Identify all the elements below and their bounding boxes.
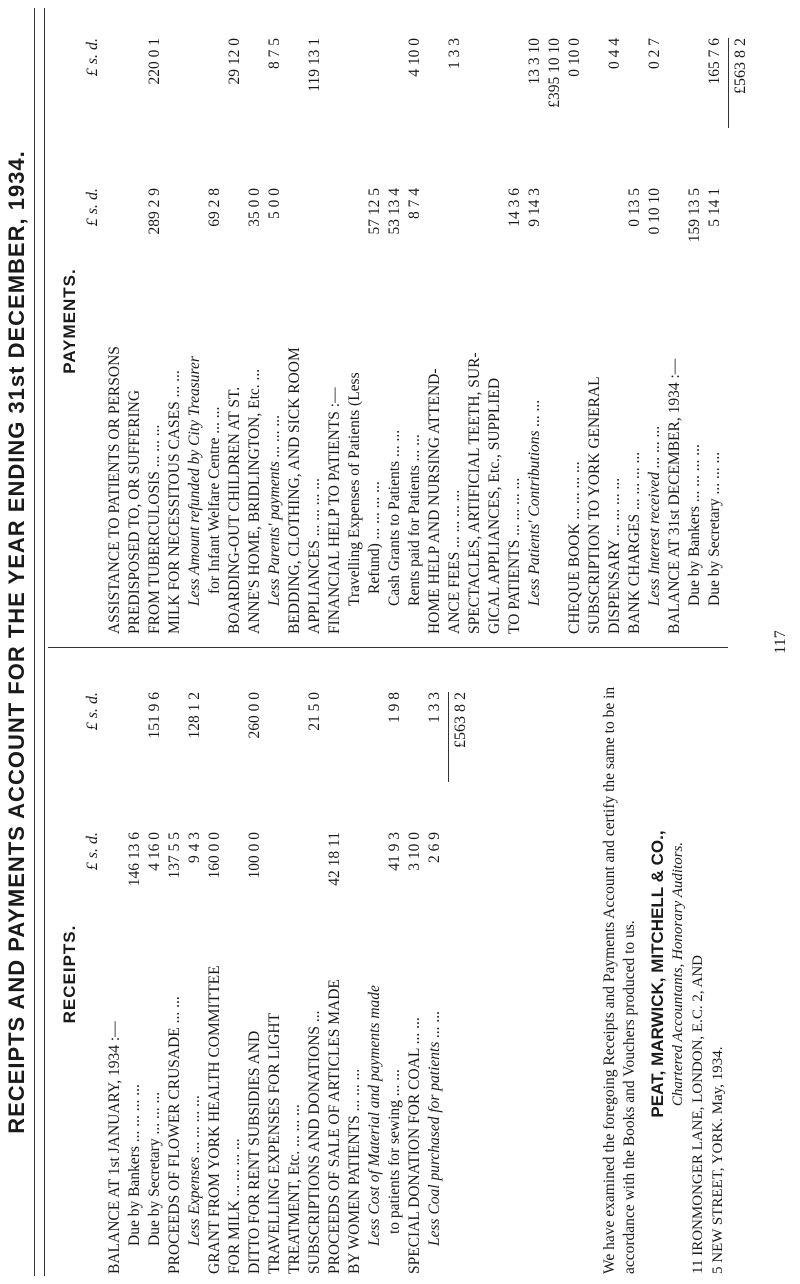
payments-row-outer-amount: 0 4 4 [606,38,623,69]
payments-row-outer-amount: 220 0 1 [146,38,163,85]
payments-row-outer-amount: 0 10 0 [566,38,583,77]
receipts-row [326,674,346,1274]
payments-row-label: CHEQUE BOOK ... ... ... ... [566,461,583,634]
payments-heading: PAYMENTS. [60,268,79,374]
payments-row [566,8,586,634]
payments-row-inner-amount: 9 14 3 [526,188,543,227]
payments-row-label: ANNE'S HOME, BRIDLINGTON, Etc. ... [246,368,263,634]
receipts-col-header-outer: £ s. d. [84,692,101,731]
payments-col-headers [84,8,106,634]
payments-row-inner-amount: 69 2 8 [206,188,223,227]
payments-row-inner-amount: 8 7 4 [406,188,423,219]
payments-row [706,8,726,634]
payments-total: £563 8 2 [732,38,749,94]
receipts-row-label: PROCEEDS OF SALE OF ARTICLES MADE [326,979,343,1274]
payments-row [486,8,506,634]
payments-row-inner-amount: 57 12 5 [366,188,383,235]
payments-row [666,8,686,634]
payments-row-outer-amount: 13 3 10 [526,38,543,85]
payments-row-outer-amount: 8 7 5 [266,38,283,69]
receipts-row-label: GRANT FROM YORK HEALTH COMMITTEE [206,965,223,1274]
payments-row [386,8,406,634]
payments-row-inner-amount: 159 13 5 [686,188,703,243]
payments-row [306,8,326,634]
payments-row-label: TO PATIENTS ... ... ... ... [506,477,523,634]
receipts-row-outer-amount: 1 3 3 [426,692,443,723]
payments-row-label: PREDISPOSED TO, OR SUFFERING [126,389,143,634]
payments-row-label: BANK CHARGES ... ... ... ... [626,451,643,634]
payments-row [366,8,386,634]
receipts-row-inner-amount: 146 13 6 [126,832,143,887]
payments-row [186,8,206,634]
payments-row-label: FINANCIAL HELP TO PATIENTS :— [326,387,343,634]
receipts-row-inner-amount: 9 4 3 [186,832,203,863]
payments-col-header-outer: £ s. d. [84,38,101,77]
receipts-row [146,674,166,1274]
payments-row-outer-amount: 119 13 1 [306,38,323,92]
payments-row [406,8,426,634]
payments-row [346,8,366,634]
receipts-total-rule [448,692,449,782]
payments-row-label: for Infant Welfare Centre ... ... [206,406,223,594]
payments-row [246,8,266,634]
payments-row-label: MILK FOR NECESSITOUS CASES ... ... [166,370,183,634]
payments-row [146,8,166,634]
payments-row-inner-amount: 35 0 0 [246,188,263,227]
page-title: RECEIPTS AND PAYMENTS ACCOUNT FOR THE YEAR ENDING 31st DECEMBER, 1934. [4,150,29,1134]
payments-row-label: GICAL APPLIANCES, Etc., SUPPLIED [486,377,503,634]
payments-row [126,8,146,634]
payments-row [166,8,186,634]
receipts-heading: RECEIPTS. [60,924,79,1024]
payments-row [686,8,706,634]
payments-row-label: Less Parents' payments ... ... ... [266,414,283,606]
payments-row-inner-amount: 5 14 1 [706,188,723,227]
receipts-row [386,674,406,1274]
payments-row [426,8,446,634]
payments-row-label: Due by Bankers ... ... ... ... [686,444,703,606]
payments-row [446,8,466,634]
payments-row-inner-amount: 14 3 6 [506,188,523,227]
payments-row-inner-amount: 289 2 9 [146,188,163,235]
payments-row-label: BEDDING, CLOTHING, AND SICK ROOM [286,347,303,634]
receipts-row-label: Due by Secretary ... ... ... [146,1091,163,1246]
receipts-row [226,674,246,1274]
payments-row-label: SPECTACLES, ARTIFICIAL TEETH, SUR- [466,352,483,634]
title-rule-bottom [44,8,45,1276]
receipts-row-outer-amount: 21 5 0 [306,692,323,731]
auditor-address-1: 11 IRONMONGER LANE, LONDON, E.C. 2, AND [690,954,706,1274]
payments-row [506,8,526,634]
payments-row-outer-amount: £395 10 10 [546,38,563,108]
payments-row-outer-amount: 1 3 3 [446,38,463,69]
payments-row-label: Due by Secretary ... ... ... [706,451,723,606]
payments-row-label: FROM TUBERCULOSIS ... ... ... [146,424,163,634]
payments-row-label: BALANCE AT 31st DECEMBER, 1934 :— [666,358,683,634]
receipts-row [106,674,126,1274]
payments-row [586,8,606,634]
payments-row-label: Cash Grants to Patients ... ... [386,429,403,606]
receipts-row [286,674,306,1274]
payments-row-inner-amount: 53 13 4 [386,188,403,235]
receipts-rows [106,674,446,1274]
receipts-col-header-inner: £ s. d. [84,832,101,871]
auditor-address-2: 5 NEW STREET, YORK. May, 1934. [710,1046,726,1274]
payments-row [326,8,346,634]
payments-row [646,8,666,634]
receipts-column [60,674,476,1274]
receipts-row-outer-amount: 1 9 8 [386,692,403,723]
receipts-row-inner-amount: 3 10 0 [406,832,423,871]
payments-row-label: APPLIANCES ... ... ... ... [306,478,323,634]
receipts-row-label: BY WOMEN PATIENTS ... ... ... [346,1068,363,1274]
receipts-row-label: Due by Bankers ... ... ... ... [126,1084,143,1246]
payments-row [526,8,546,634]
receipts-row [166,674,186,1274]
payments-row [626,8,646,634]
receipts-row-label: TREATMENT, Etc. ... ... ... [286,1104,303,1274]
receipts-row-inner-amount: 41 9 3 [386,832,403,871]
column-divider [48,647,728,648]
receipts-row-label: BALANCE AT 1st JANUARY, 1934 :— [106,1021,123,1274]
payments-col-header-inner: £ s. d. [84,188,101,227]
receipts-row-inner-amount: 137 5 5 [166,832,183,879]
payments-row [286,8,306,634]
payments-total-row [726,8,756,634]
payments-row-label: HOME HELP AND NURSING ATTEND- [426,368,443,634]
certificate-text: We have examined the foregoing Receipts and Payments Account and certify the same to be in accordance with the Books and Vouchers produced to us. [601,686,638,1274]
receipts-col-headers [84,674,106,1274]
payments-row-inner-amount: 5 0 0 [266,188,283,219]
payments-row [266,8,286,634]
receipts-row-outer-amount: 128 1 2 [186,692,203,739]
receipts-row-inner-amount: 4 16 0 [146,832,163,871]
receipts-row-label: FOR MILK ... ... ... ... [226,1138,243,1274]
receipts-row-label: Less Expenses ... ... ... ... [186,1094,203,1246]
receipts-row [426,674,446,1274]
payments-row-inner-amount: 0 10 10 [646,188,663,235]
payments-row [546,8,566,634]
receipts-row-label: SUBSCRIPTIONS AND DONATIONS ... [306,1010,323,1274]
receipts-row-inner-amount: 100 0 0 [246,832,263,879]
payments-row [206,8,226,634]
payments-row-label: ASSISTANCE TO PATIENTS OR PERSONS [106,346,123,634]
page-number: 117 [772,630,789,654]
payments-rows [106,8,726,634]
receipts-row [346,674,366,1274]
receipts-row-label: SPECIAL DONATION FOR COAL ... ... [406,1017,423,1274]
payments-row-label: ANCE FEES ... ... ... ... [446,489,463,634]
receipts-row-label: Less Coal purchased for patients ... ... [426,1010,443,1246]
payments-row-label: BOARDING-OUT CHILDREN AT ST. [226,386,243,634]
payments-total-rule [728,38,729,128]
title-rule-top [34,8,35,1276]
payments-row-outer-amount: 0 2 7 [646,38,663,69]
payments-row [106,8,126,634]
receipts-row-label: Less Cost of Material and payments made [366,985,383,1246]
auditor-firm-subtitle: Chartered Accountants, Honorary Auditors. [670,841,686,1107]
payments-row-inner-amount: 0 13 5 [626,188,643,227]
payments-row-outer-amount: 4 10 0 [406,38,423,77]
receipts-row [266,674,286,1274]
receipts-row-inner-amount: 160 0 0 [206,832,223,879]
receipts-row [126,674,146,1274]
receipts-row-label: DITTO FOR RENT SUBSIDIES AND [246,1030,263,1274]
payments-row-label: Less Amount refunded by City Treasurer [186,356,203,606]
payments-row [466,8,486,634]
receipts-row [306,674,326,1274]
payments-row-outer-amount: 29 12 0 [226,38,243,85]
payments-row [226,8,246,634]
receipts-row-inner-amount: 2 6 9 [426,832,443,863]
receipts-row [366,674,386,1274]
receipts-row-outer-amount: 151 9 6 [146,692,163,739]
receipts-row-label: PROCEEDS OF FLOWER CRUSADE ... ... [166,996,183,1274]
receipts-row-label: TRAVELLING EXPENSES FOR LIGHT [266,1012,283,1274]
payments-row-outer-amount: 165 7 6 [706,38,723,85]
receipts-row [206,674,226,1274]
payments-row-label: Travelling Expenses of Patients (Less [346,372,363,606]
payments-row-label: Rents paid for Patients ... ... [406,434,423,606]
auditor-firm: PEAT, MARWICK, MITCHELL & CO., [648,830,667,1118]
auditor-certificate [600,674,728,1274]
payments-row-label: DISPENSARY ... ... ... ... [606,477,623,634]
payments-row [606,8,626,634]
payments-row-label: SUBSCRIPTION TO YORK GENERAL [586,376,603,634]
receipts-row [406,674,426,1274]
payments-column [60,8,756,634]
receipts-row [246,674,266,1274]
receipts-row-label: to patients for sewing ... ... [386,1069,403,1234]
payments-row-label: Refund) ... ... ... ... [366,481,383,594]
receipts-total-row [446,674,476,1274]
receipts-row-inner-amount: 42 18 11 [326,832,343,886]
receipts-row-outer-amount: 260 0 0 [246,692,263,739]
receipts-total: £563 8 2 [452,692,469,748]
payments-row-label: Less Patients' Contributions ... ... [526,399,543,606]
receipts-row [186,674,206,1274]
payments-row-label: Less Interest received ... ... ... [646,425,663,606]
